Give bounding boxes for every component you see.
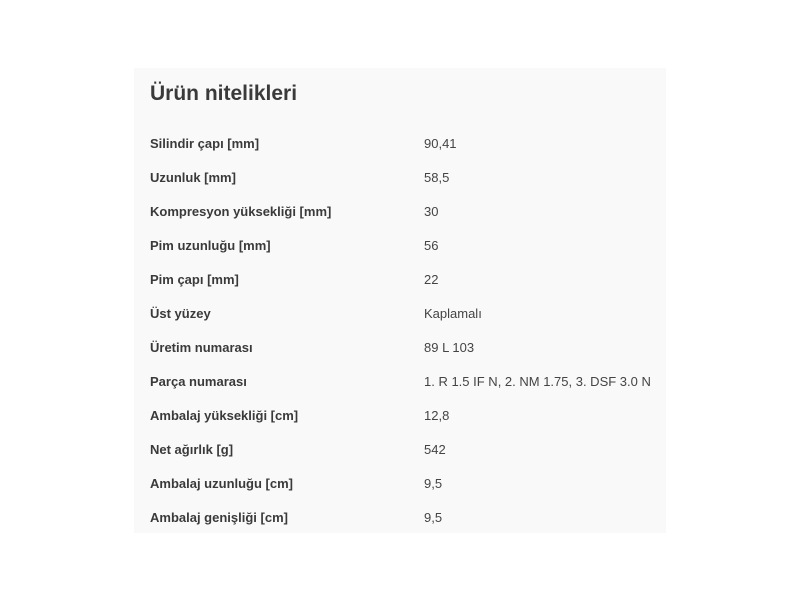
attribute-value: 58,5 — [424, 169, 450, 185]
attribute-row-compression-height — [150, 194, 660, 228]
attribute-label: Silindir çapı [mm] — [150, 135, 260, 151]
product-attributes-panel — [134, 68, 666, 533]
section-title: Ürün nitelikleri — [150, 82, 298, 105]
attributes-table — [150, 126, 660, 534]
attribute-row-length — [150, 160, 660, 194]
attribute-row-top-surface — [150, 296, 660, 330]
attribute-value: 542 — [424, 441, 446, 457]
attribute-value: 56 — [424, 237, 439, 253]
attribute-row-part-number — [150, 364, 660, 398]
attribute-label: Pim uzunluğu [mm] — [150, 237, 271, 253]
attribute-label: Ambalaj genişliği [cm] — [150, 509, 288, 525]
attribute-value: 89 L 103 — [424, 339, 475, 355]
attribute-value: 12,8 — [424, 407, 450, 423]
attribute-value: 9,5 — [424, 475, 443, 491]
attribute-value: 90,41 — [424, 135, 457, 151]
attribute-row-cylinder-diameter — [150, 126, 660, 160]
attribute-row-package-width — [150, 500, 660, 534]
attribute-label: Üst yüzey — [150, 305, 211, 321]
attribute-label: Uzunluk [mm] — [150, 169, 236, 185]
attribute-row-pin-length — [150, 228, 660, 262]
attribute-row-package-length — [150, 466, 660, 500]
attribute-value: 1. R 1.5 IF N, 2. NM 1.75, 3. DSF 3.0 N — [424, 373, 651, 389]
attribute-value: 30 — [424, 203, 439, 219]
attribute-label: Pim çapı [mm] — [150, 271, 239, 287]
attribute-label: Ambalaj uzunluğu [cm] — [150, 475, 293, 491]
attribute-row-production-number — [150, 330, 660, 364]
attribute-row-net-weight — [150, 432, 660, 466]
attribute-label: Net ağırlık [g] — [150, 441, 234, 457]
attribute-label: Üretim numarası — [150, 339, 253, 355]
attribute-row-pin-diameter — [150, 262, 660, 296]
attribute-label: Kompresyon yüksekliği [mm] — [150, 203, 332, 219]
attribute-row-package-height — [150, 398, 660, 432]
attribute-label: Ambalaj yüksekliği [cm] — [150, 407, 299, 423]
attribute-value: 22 — [424, 271, 439, 287]
attribute-value: 9,5 — [424, 509, 443, 525]
attribute-label: Parça numarası — [150, 373, 247, 389]
attribute-value: Kaplamalı — [424, 305, 482, 321]
